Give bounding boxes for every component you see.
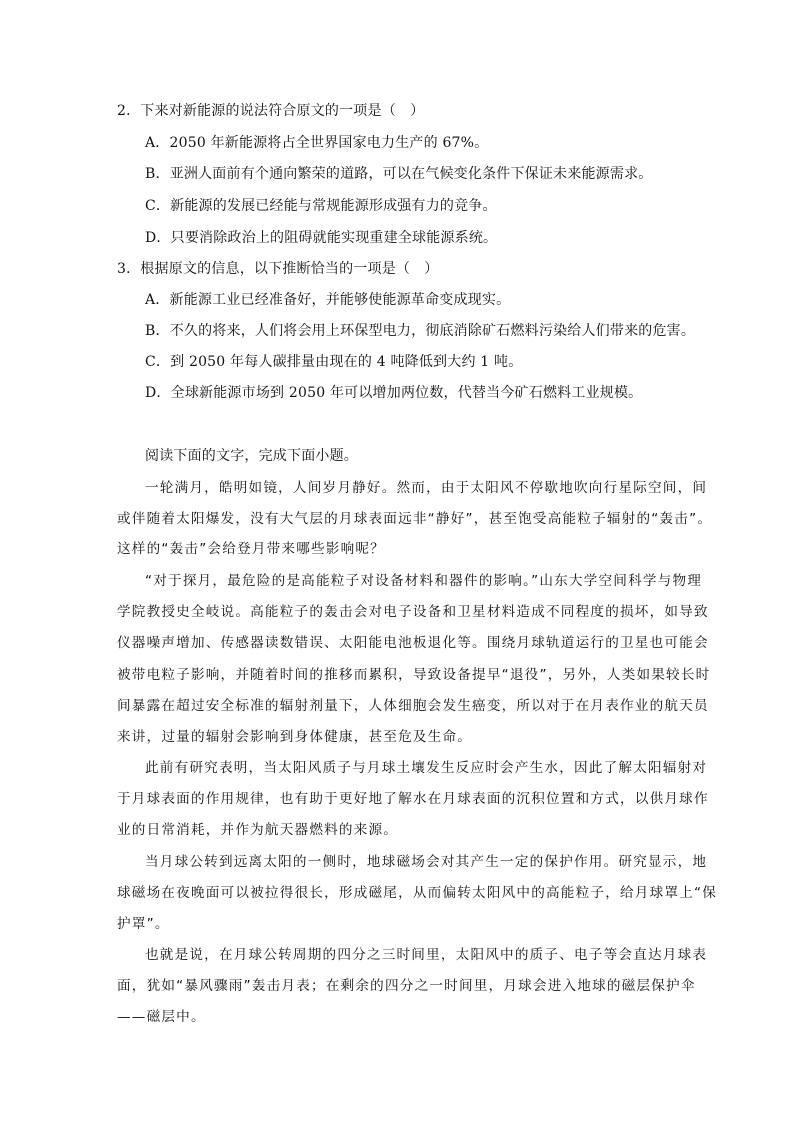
question-2-option-d: D．只要消除政治上的阻碍就能实现重建全球能源系统。 [145, 230, 498, 246]
question-3-option-b: B．不久的将来，人们将会用上环保型电力，彻底消除矿石燃料污染给人们带来的危害。 [145, 323, 696, 339]
paragraph-2-line-3: 仪器噪声增加、传感器读数错误、太阳能电池板退化等。围绕月球轨道运行的卫星也可能会 [117, 635, 709, 651]
paragraph-1-line-2: 或伴随着太阳爆发，没有大气层的月球表面远非“静好”，甚至饱受高能粒子辐射的“轰击”。 [117, 511, 713, 527]
paragraph-4-line-1: 当月球公转到远离太阳的一侧时，地球磁场会对其产生一定的保护作用。研究显示，地 [145, 854, 708, 870]
question-2-option-b: B．亚洲人面前有个通向繁荣的道路，可以在气候变化条件下保证未来能源需求。 [145, 166, 653, 182]
paragraph-3-line-3: 业的日常消耗，并作为航天器燃料的来源。 [117, 822, 399, 838]
paragraph-1-line-3: 这样的“轰击”会给登月带来哪些影响呢？ [117, 541, 385, 557]
paragraph-3-line-1: 此前有研究表明，当太阳风质子与月球土壤发生反应时会产生水，因此了解太阳辐射对 [145, 760, 708, 776]
question-2-option-c: C．新能源的发展已经能与常规能源形成强有力的竞争。 [145, 198, 497, 214]
question-2-option-a: A．2050 年新能源将占全世界国家电力生产的 67%。 [145, 135, 489, 151]
question-2-stem: 2．下来对新能源的说法符合原文的一项是（ ） [117, 103, 425, 119]
paragraph-2-line-1: “对于探月，最危险的是高能粒子对设备材料和器件的影响。”山东大学空间科学与物理 [145, 573, 703, 589]
paragraph-5-line-3: ——磁层中。 [117, 1009, 206, 1025]
paragraph-3-line-2: 于月球表面的作用规律，也有助于更好地了解水在月球表面的沉积位置和方式，以供月球作 [117, 791, 709, 807]
question-3-option-c: C．到 2050 年每人碳排量由现在的 4 吨降低到大约 1 吨。 [145, 354, 523, 370]
paragraph-5-line-1: 也就是说，在月球公转周期的四分之三时间里，太阳风中的质子、电子等会直达月球表 [145, 947, 708, 963]
question-3-option-d: D．全球新能源市场到 2050 年可以增加两位数，代替当今矿石燃料工业规模。 [145, 385, 643, 401]
question-3-option-a: A．新能源工业已经准备好，并能够使能源革命变成现实。 [145, 292, 511, 308]
paragraph-2-line-2: 学院教授史全岐说。高能粒子的轰击会对电子设备和卫星材料造成不同程度的损坏，如导致 [117, 604, 709, 620]
paragraph-2-line-5: 间暴露在超过安全标准的辐射剂量下，人体细胞会发生癌变，所以对于在月表作业的航天员 [117, 698, 709, 714]
paragraph-2-line-6: 来讲，过量的辐射会影响到身体健康，甚至危及生命。 [117, 729, 473, 745]
paragraph-4-line-2: 球磁场在夜晚面可以被拉得很长，形成磁尾，从而偏转太阳风中的高能粒子，给月球罩上“保 [117, 885, 717, 901]
paragraph-4-line-3: 护罩”。 [117, 916, 170, 932]
question-3-stem: 3．根据原文的信息，以下推断恰当的一项是（ ） [117, 261, 439, 277]
paragraph-2-line-4: 被带电粒子影响，并随着时间的推移而累积，导致设备提早“退役”，另外，人类如果较长时 [117, 667, 711, 683]
reading-instruction: 阅读下面的文字，完成下面小题。 [145, 448, 358, 464]
paragraph-1-line-1: 一轮满月，皓明如镜，人间岁月静好。然而，由于太阳风不停歇地吹向行星际空间，间 [145, 480, 708, 496]
paragraph-5-line-2: 面，犹如“暴风骤雨”轰击月表；在剩余的四分之一时间里，月球会进入地球的磁层保护伞 [117, 978, 696, 994]
